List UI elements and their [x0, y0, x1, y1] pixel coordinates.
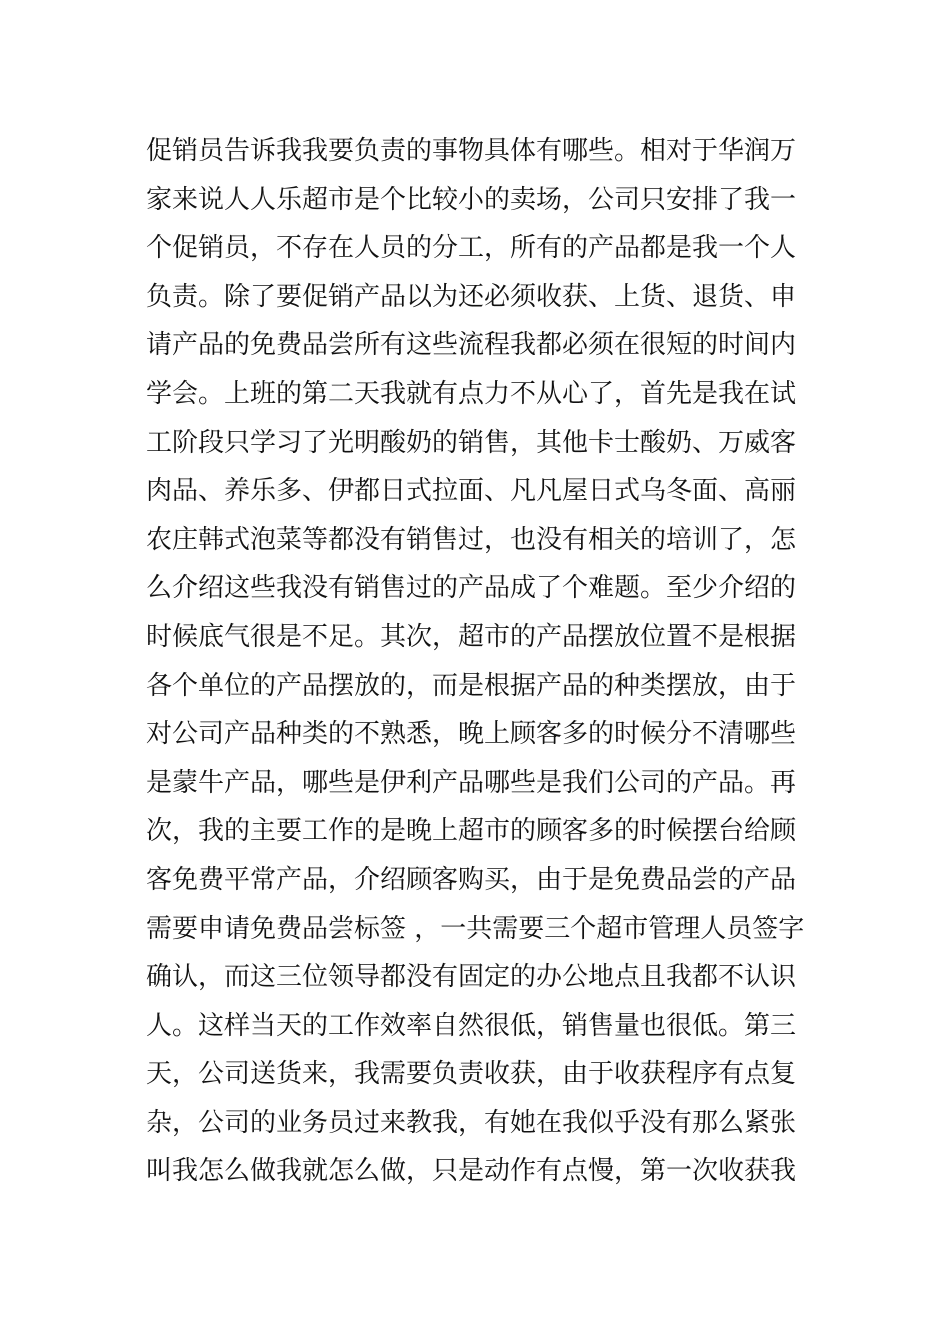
text-line: 天，公司送货来，我需要负责收获，由于收获程序有点复: [146, 1059, 797, 1090]
text-line: 学会。上班的第二天我就有点力不从心了，首先是我在试: [146, 378, 797, 409]
text-line: 负责。除了要促销产品以为还必须收获、上货、退货、申: [146, 281, 797, 312]
text-line: 客免费平常产品，介绍顾客购买，由于是免费品尝的产品: [146, 864, 797, 895]
text-line: 确认，而这三位领导都没有固定的办公地点且我都不认识: [146, 962, 797, 993]
text-line: 时候底气很是不足。其次，超市的产品摆放位置不是根据: [146, 621, 797, 652]
text-line: 工阶段只学习了光明酸奶的销售，其他卡士酸奶、万威客: [146, 427, 797, 458]
text-line: 是蒙牛产品，哪些是伊利产品哪些是我们公司的产品。再: [146, 767, 797, 798]
text-line: 请产品的免费品尝所有这些流程我都必须在很短的时间内: [146, 330, 797, 361]
text-line: 农庄韩式泡菜等都没有销售过，也没有相关的培训了，怎: [146, 524, 797, 555]
text-line: 各个单位的产品摆放的，而是根据产品的种类摆放，由于: [146, 670, 797, 701]
text-line: 促销员告诉我我要负责的事物具体有哪些。相对于华润万: [146, 136, 797, 166]
text-line: 叫我怎么做我就怎么做，只是动作有点慢，第一次收获我: [146, 1156, 797, 1187]
text-line: 需要申请免费品尝标签 ，一共需要三个超市管理人员签字: [146, 913, 805, 944]
text-line: 个促销员，不存在人员的分工，所有的产品都是我一个人: [146, 233, 797, 264]
text-line: 次，我的主要工作的是晚上超市的顾客多的时候摆台给顾: [146, 816, 797, 847]
text-line: 肉品、养乐多、伊都日式拉面、凡凡屋日式乌冬面、高丽: [146, 476, 797, 507]
text-line: 家来说人人乐超市是个比较小的卖场，公司只安排了我一: [146, 184, 797, 215]
text-line: 对公司产品种类的不熟悉，晚上顾客多的时候分不清哪些: [146, 719, 797, 750]
text-line: 么介绍这些我没有销售过的产品成了个难题。至少介绍的: [146, 573, 797, 604]
text-line: 人。这样当天的工作效率自然很低，销售量也很低。第三: [146, 1010, 797, 1041]
body-paragraph: [146, 127, 816, 1196]
text-line: 杂，公司的业务员过来教我，有她在我似乎没有那么紧张: [146, 1107, 797, 1138]
